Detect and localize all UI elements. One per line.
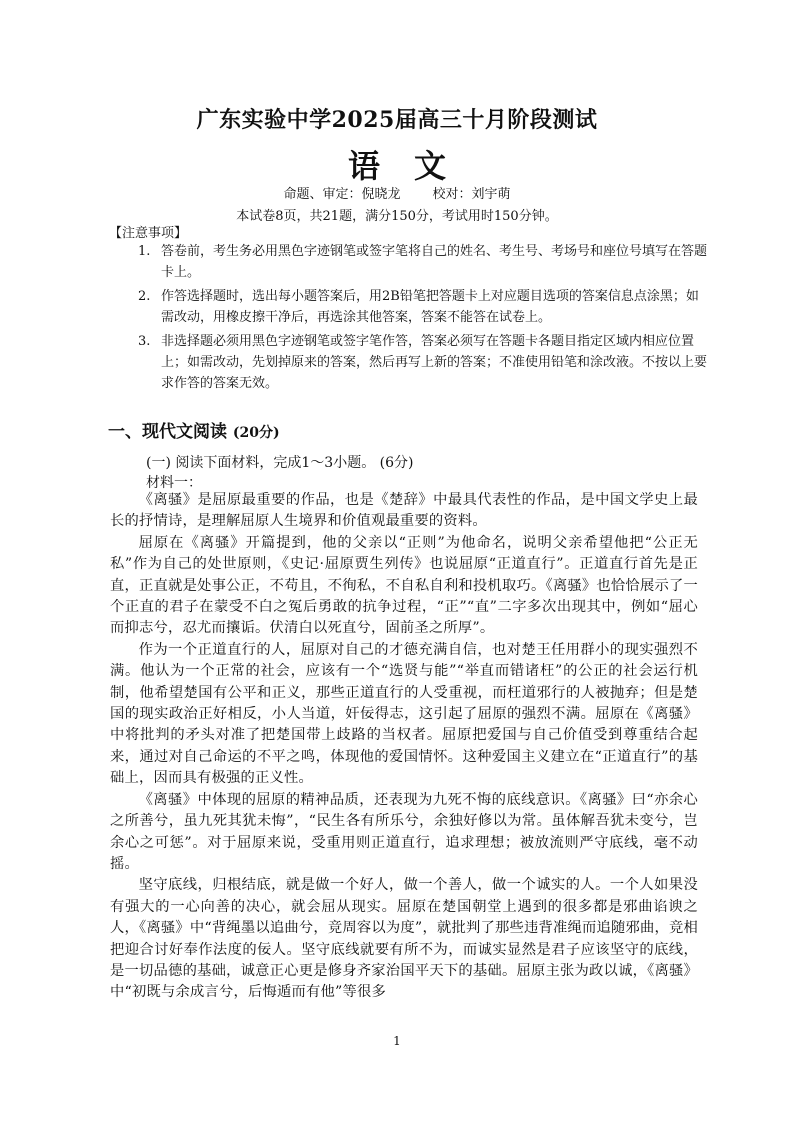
passage-paragraph: 《离骚》是屈原最重要的作品，也是《楚辞》中最具代表性的作品，是中国文学史上最长的抒情诗，是理解屈原人生境界和价值观最重要的资料。 — [110, 492, 698, 530]
notice-text: 非选择题必须用黑色字迹钢笔或签字笔作答，答案必须写在答题卡各题目指定区域内相应位置上；如需改动，先划掉原来的答案，然后再写上新的答案；不准使用铅笔和涂改液。不按以上要求作答的答案无效。 — [161, 334, 708, 391]
passage-paragraph: 《离骚》中体现的屈原的精神品质，还表现为九死不悔的底线意识。《离骚》曰“亦余心之所善兮，虽九死其犹未悔”，“民生各有所乐兮，余独好修以为常。虽体解吾犹未变兮，岂余心之可惩”。对于屈原来说，受重用则正道直行，追求理想；被放流则严守底线，毫不动摇。 — [110, 791, 698, 872]
author-line — [0, 183, 794, 202]
notice-heading: 【注意事项】 — [109, 226, 188, 241]
section-title: 一、现代文阅读 — [108, 422, 227, 442]
passage-paragraph: 屈原在《离骚》开篇提到，他的父亲以“正则”为他命名，说明父亲希望他把“公正无私”作为自己的处世原则，《史记·屈原贾生列传》也说屈原“正道直行”。正道直行首先是正直，正直就是处事公正，不苟且，不徇私，不自私自利和投机取巧。《离骚》也恰恰展示了一个正直的君子在蒙受不白之冤后勇敢的抗争过程，“正”“直”二字多次出现其中，例如“屈心而抑志兮，忍尤而攘诟。伏清白以死直兮，固前圣之所厚”。 — [110, 534, 698, 637]
notice-item — [138, 241, 708, 283]
authors: 命题、审定：倪晓龙 — [283, 187, 401, 202]
page-number: 1 — [393, 1034, 401, 1048]
reading-passage — [110, 490, 698, 1004]
material-label: 材料一： — [146, 475, 202, 491]
exam-info: 本试卷8页，共21题，满分150分，考试用时150分钟。 — [236, 209, 558, 224]
section-heading — [108, 417, 280, 442]
subject-title: 语文 — [347, 147, 480, 185]
notice-item — [138, 331, 708, 394]
reading-instruction: (一) 阅读下面材料，完成1～3小题。 (6分) — [146, 455, 414, 471]
passage-paragraph: 作为一个正道直行的人，屈原对自己的才德充满自信，也对楚王任用群小的现实强烈不满。他认为一个正常的社会，应该有一个“选贤与能”“举直而错诸枉”的公正的社会运行机制，他希望楚国有公平和正义，那些正道直行的人受重视，而枉道邪行的人被抛弃；但是楚国的现实政治正好相反，小人当道，奸佞得志，这引起了屈原的强烈不满。屈原在《离骚》中将批判的矛头对准了把楚国带上歧路的当权者。屈原把爱国与自己价值受到尊重结合起来，通过对自己命运的不平之鸣，体现他的爱国情怀。这种爱国主义建立在“正道直行”的基础上，因而具有极强的正义性。 — [110, 641, 698, 787]
notice-number: 1. — [138, 244, 151, 259]
notice-number: 2. — [138, 289, 151, 304]
notice-text: 作答选择题时，选出每小题答案后，用2B铅笔把答题卡上对应题目选项的答案信息点涂黑；如需改动，用橡皮擦干净后，再选涂其他答案，答案不能答在试卷上。 — [161, 289, 699, 325]
notice-item — [138, 286, 708, 328]
notice-text: 答卷前，考生务必用黑色字迹钢笔或签字笔将自己的姓名、考生号、考场号和座位号填写在答题卡上。 — [161, 244, 708, 280]
passage-paragraph: 坚守底线，归根结底，就是做一个好人，做一个善人，做一个诚实的人。一个人如果没有强大的一心向善的决心，就会屈从现实。屈原在楚国朝堂上遇到的很多都是邪曲谄谀之人，《离骚》中“背绳墨以追曲兮，竞周容以为度”，就批判了那些违背准绳而追随邪曲，竞相把迎合讨好奉作法度的佞人。坚守底线就要有所不为，而诚实显然是君子应该坚守的底线，是一切品德的基础，诚意正心更是修身齐家治国平天下的基础。屈原主张为政以诚，《离骚》中“初既与余成言兮，后悔遁而有他”等很多 — [110, 877, 698, 1001]
exam-title: 广东实验中学2025届高三十月阶段测试 — [196, 107, 598, 133]
section-score: (20分) — [232, 425, 280, 441]
notice-number: 3. — [138, 334, 151, 349]
proofreader: 校对：刘宇萌 — [432, 187, 511, 202]
